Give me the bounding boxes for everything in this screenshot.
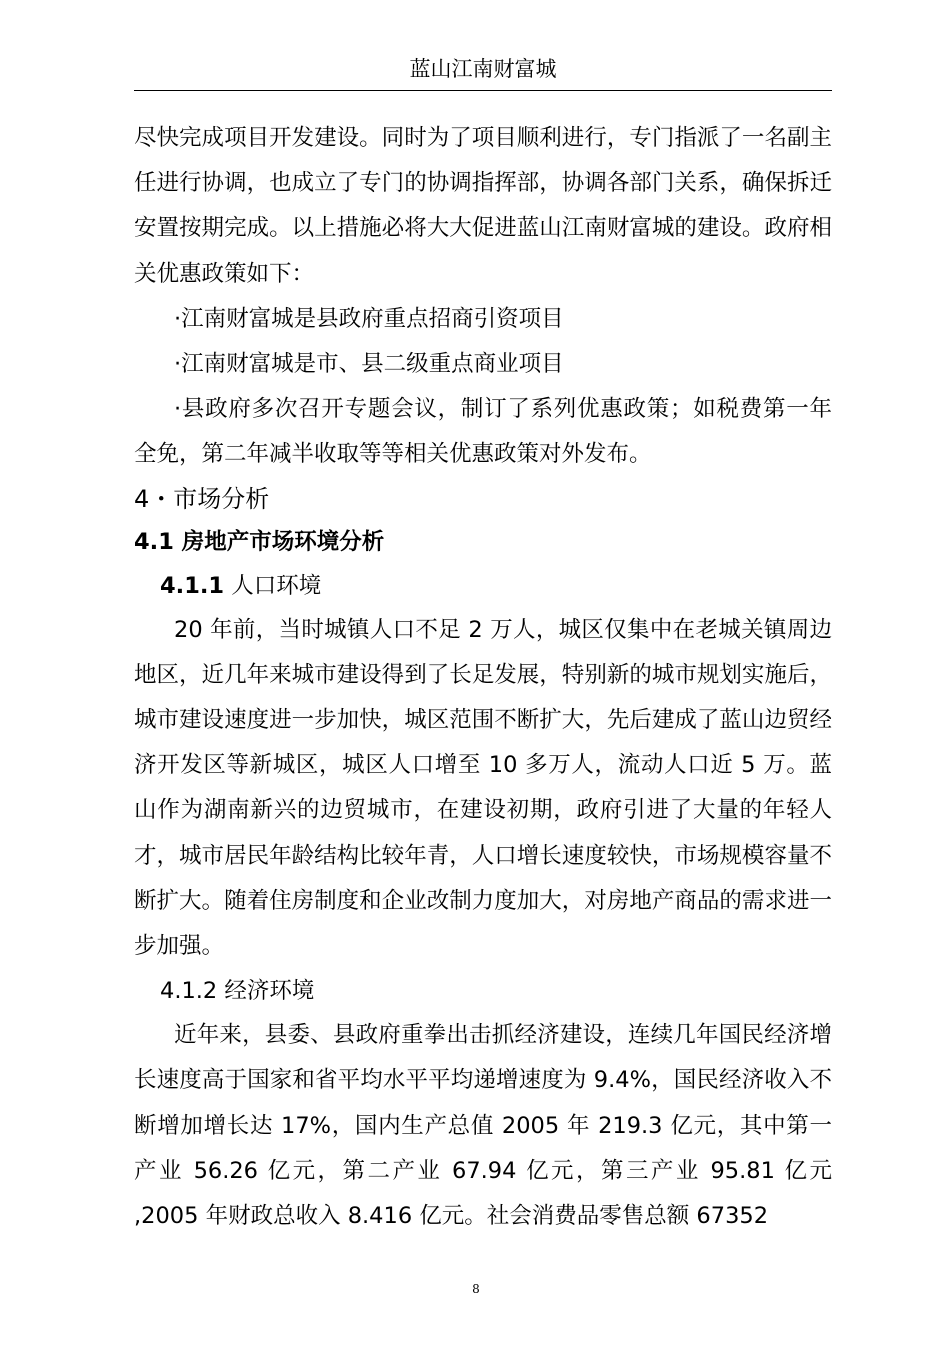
section-heading-4-1: 4.1 房地产市场环境分析: [134, 528, 385, 555]
section-title: 人口环境: [231, 572, 322, 599]
section-heading-4-1-1: [134, 564, 832, 608]
bullet-item-1: ·江南财富城是县政府重点招商引资项目: [174, 305, 564, 332]
bullet-item-3: ·县政府多次召开专题会议，制订了系列优惠政策；如税费第一年全免，第二年减半收取等等相关优惠政策对外发布。: [134, 396, 832, 468]
paragraph-economy: 近年来，县委、县政府重拳出击抓经济建设，连续几年国民经济增长速度高于国家和省平均水平平均递增速度为 9.4%，国民经济收入不断增加增长达 17%，国内生产总值 2005 年 219.3 亿元，其中第一产业 56.26 亿元，第二产业 67.94 亿元，第三产业 95.81 亿元 ,2005 年财政总收入 8.416 亿元。社会消费品零售总额 67352: [134, 1022, 832, 1230]
paragraph-population: 20 年前，当时城镇人口不足 2 万人，城区仅集中在老城关镇周边地区，近几年来城市建设得到了长足发展，特别新的城市规划实施后，城市建设速度进一步加快，城区范围不断扩大，先后建成了蓝山边贸经济开发区等新城区，城区人口增至 10 多万人，流动人口近 5 万。蓝山作为湖南新兴的边贸城市，在建设初期，政府引进了大量的年轻人才，城市居民年龄结构比较年青，人口增长速度较快，市场规模容量不断扩大。随着住房制度和企业改制力度加大，对房地产商品的需求进一步加强。: [134, 616, 832, 960]
page-number: 8: [472, 1282, 480, 1296]
section-number: 4.1.1: [160, 572, 225, 599]
section-heading-4-1-2: 4.1.2 经济环境: [160, 978, 315, 1005]
document-body: [134, 116, 832, 1239]
page-header: [134, 52, 832, 91]
header-title: 蓝山江南财富城: [409, 57, 557, 81]
section-heading-4: 4・市场分析: [134, 484, 270, 513]
paragraph-intro: 尽快完成项目开发建设。同时为了项目顺利进行，专门指派了一名副主任进行协调，也成立了专门的协调指挥部，协调各部门关系，确保拆迁安置按期完成。以上措施必将大大促进蓝山江南财富城的建设。政府相关优惠政策如下：: [134, 125, 832, 287]
bullet-item-2: ·江南财富城是市、县二级重点商业项目: [174, 351, 564, 378]
